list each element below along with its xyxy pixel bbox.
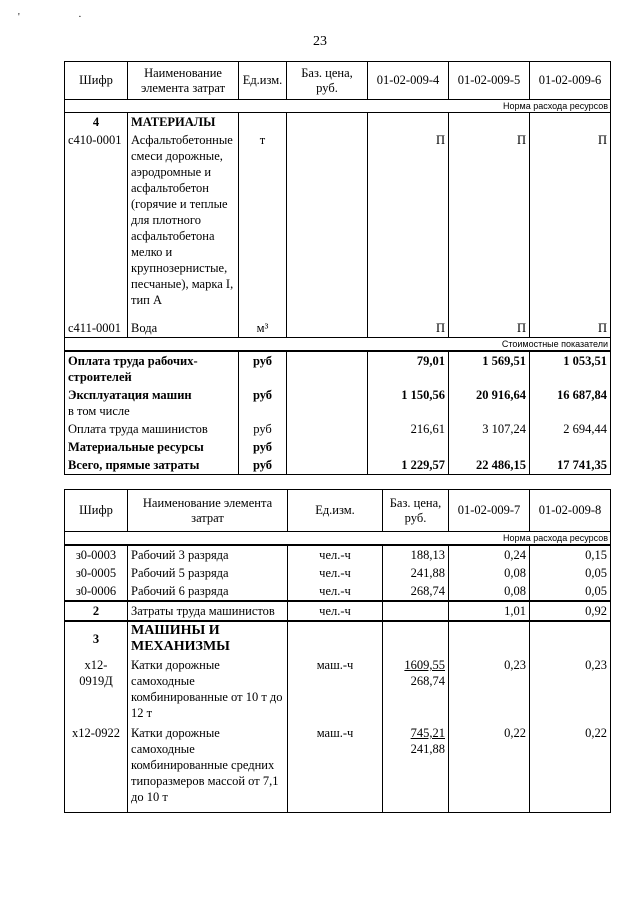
row-unit: м³ (239, 313, 287, 337)
row-code: х12-0919Д (65, 656, 128, 724)
header-col-1: 01-02-009-7 (449, 490, 530, 532)
table-row (65, 621, 611, 656)
row-price (287, 131, 368, 313)
header-name: Наименование элемента затрат (128, 62, 239, 100)
row-col-1: П (368, 131, 449, 313)
cost-unit: руб (239, 456, 287, 475)
header-code: Шифр (65, 62, 128, 100)
row-col-1: П (368, 313, 449, 337)
cost-unit: руб (239, 438, 287, 456)
row-name: Рабочий 6 разряда (128, 582, 288, 601)
cost-col-3 (530, 438, 611, 456)
row-col-2: 0,92 (530, 601, 611, 621)
section-number: 4 (65, 113, 128, 132)
table-row (65, 113, 611, 132)
cost-subtitle: в том числе (68, 403, 130, 418)
row-code: з0-0006 (65, 582, 128, 601)
cost-unit: руб (239, 351, 287, 386)
cost-col-1: 216,61 (368, 420, 449, 438)
header-unit: Ед.изм. (288, 490, 383, 532)
row-col-3: П (530, 313, 611, 337)
cost-unit: руб (239, 386, 287, 420)
cost-col-3: 17 741,35 (530, 456, 611, 475)
row-price: 188,13 (383, 545, 449, 564)
cost-col-2: 1 569,51 (449, 351, 530, 386)
row-price: 1609,55 (404, 658, 445, 672)
row-code: 2 (65, 601, 128, 621)
header-col-2: 01-02-009-5 (449, 62, 530, 100)
row-col-1: 0,22 (449, 724, 530, 812)
row-name: Катки дорожные самоходные комбинированные средних типоразмеров массой от 7,1 до 10 т (128, 724, 288, 812)
row-unit: чел.-ч (288, 564, 383, 582)
row-price (287, 313, 368, 337)
row-code: з0-0005 (65, 564, 128, 582)
row-col-1: 1,01 (449, 601, 530, 621)
row-unit: чел.-ч (288, 582, 383, 601)
cost-col-3: 16 687,84 (530, 386, 611, 420)
row-unit: чел.-ч (288, 601, 383, 621)
cost-name: Всего, прямые затраты (65, 456, 239, 475)
cost-col-1: 1 150,56 (368, 386, 449, 420)
section-title: МАШИНЫ И МЕХАНИЗМЫ (128, 621, 288, 656)
cost-col-3: 1 053,51 (530, 351, 611, 386)
header-col-2: 01-02-009-8 (530, 490, 611, 532)
row-col-2: 0,22 (530, 724, 611, 812)
row-col-1: 0,24 (449, 545, 530, 564)
row-price: 268,74 (383, 582, 449, 601)
cost-label: Стоимостные показатели (65, 337, 611, 351)
row-unit: маш.-ч (288, 656, 383, 724)
row-name: Катки дорожные самоходные комбинированные от 10 т до 12 т (128, 656, 288, 724)
table-row (65, 438, 611, 456)
cost-col-2: 3 107,24 (449, 420, 530, 438)
page-marks: ' · (18, 12, 110, 23)
section-title: МАТЕРИАЛЫ (128, 113, 239, 132)
table-row (65, 351, 611, 386)
table-row (65, 386, 611, 420)
header-code: Шифр (65, 490, 128, 532)
table-row (65, 582, 611, 601)
cost-col-2: 20 916,64 (449, 386, 530, 420)
header-price: Баз. цена, руб. (287, 62, 368, 100)
cost-col-1 (368, 438, 449, 456)
cost-name: Оплата труда машинистов (65, 420, 239, 438)
row-col-1: 0,23 (449, 656, 530, 724)
row-col-2: 0,05 (530, 582, 611, 601)
row-col-2: 0,05 (530, 564, 611, 582)
row-price-secondary: 241,88 (410, 742, 445, 756)
norm-label: Норма расхода ресурсов (65, 100, 611, 113)
row-name: Затраты труда машинистов (128, 601, 288, 621)
row-col-2: П (449, 313, 530, 337)
cost-col-1: 79,01 (368, 351, 449, 386)
table-row (65, 131, 611, 313)
header-col-1: 01-02-009-4 (368, 62, 449, 100)
row-price: 745,21 (410, 726, 445, 740)
cost-name: Материальные ресурсы (65, 438, 239, 456)
row-col-1: 0,08 (449, 564, 530, 582)
table-row (65, 656, 611, 724)
cost-col-2 (449, 438, 530, 456)
header-col-3: 01-02-009-6 (530, 62, 611, 100)
table-row (65, 724, 611, 812)
page-number: 23 (313, 34, 327, 49)
table-row (65, 313, 611, 337)
row-unit: маш.-ч (288, 724, 383, 812)
row-price-secondary: 268,74 (410, 674, 445, 688)
cost-col-1: 1 229,57 (368, 456, 449, 475)
section-number: 3 (65, 621, 128, 656)
table-row (65, 564, 611, 582)
cost-col-2: 22 486,15 (449, 456, 530, 475)
cost-col-3: 2 694,44 (530, 420, 611, 438)
row-name: Асфальтобетонные смеси дорожные, аэродромные и асфальтобетон (горячие и теплые для плотного асфальтобетона мелко и крупнозернистые, песчаные), марка I, тип А (128, 131, 239, 313)
row-col-2: 0,23 (530, 656, 611, 724)
cost-name: Оплата труда рабочих-строителей (65, 351, 239, 386)
table-row (65, 545, 611, 564)
row-code: х12-0922 (65, 724, 128, 812)
header-price: Баз. цена, руб. (383, 490, 449, 532)
row-name: Рабочий 5 разряда (128, 564, 288, 582)
table-labor-machines (64, 489, 611, 813)
table-row (65, 601, 611, 621)
row-col-1: 0,08 (449, 582, 530, 601)
table-row (65, 456, 611, 475)
row-unit: чел.-ч (288, 545, 383, 564)
header-unit: Ед.изм. (239, 62, 287, 100)
row-code: с411-0001 (65, 313, 128, 337)
row-code: з0-0003 (65, 545, 128, 564)
cost-unit: руб (239, 420, 287, 438)
norm-label: Норма расхода ресурсов (65, 532, 611, 546)
row-col-2: П (449, 131, 530, 313)
row-col-2: 0,15 (530, 545, 611, 564)
row-name: Вода (128, 313, 239, 337)
header-name: Наименование элемента затрат (128, 490, 288, 532)
row-price: 241,88 (383, 564, 449, 582)
row-code: с410-0001 (65, 131, 128, 313)
row-name: Рабочий 3 разряда (128, 545, 288, 564)
table-materials (64, 61, 611, 475)
row-unit: т (239, 131, 287, 313)
row-col-3: П (530, 131, 611, 313)
table-row (65, 420, 611, 438)
cost-name: Эксплуатация машин (68, 387, 192, 402)
